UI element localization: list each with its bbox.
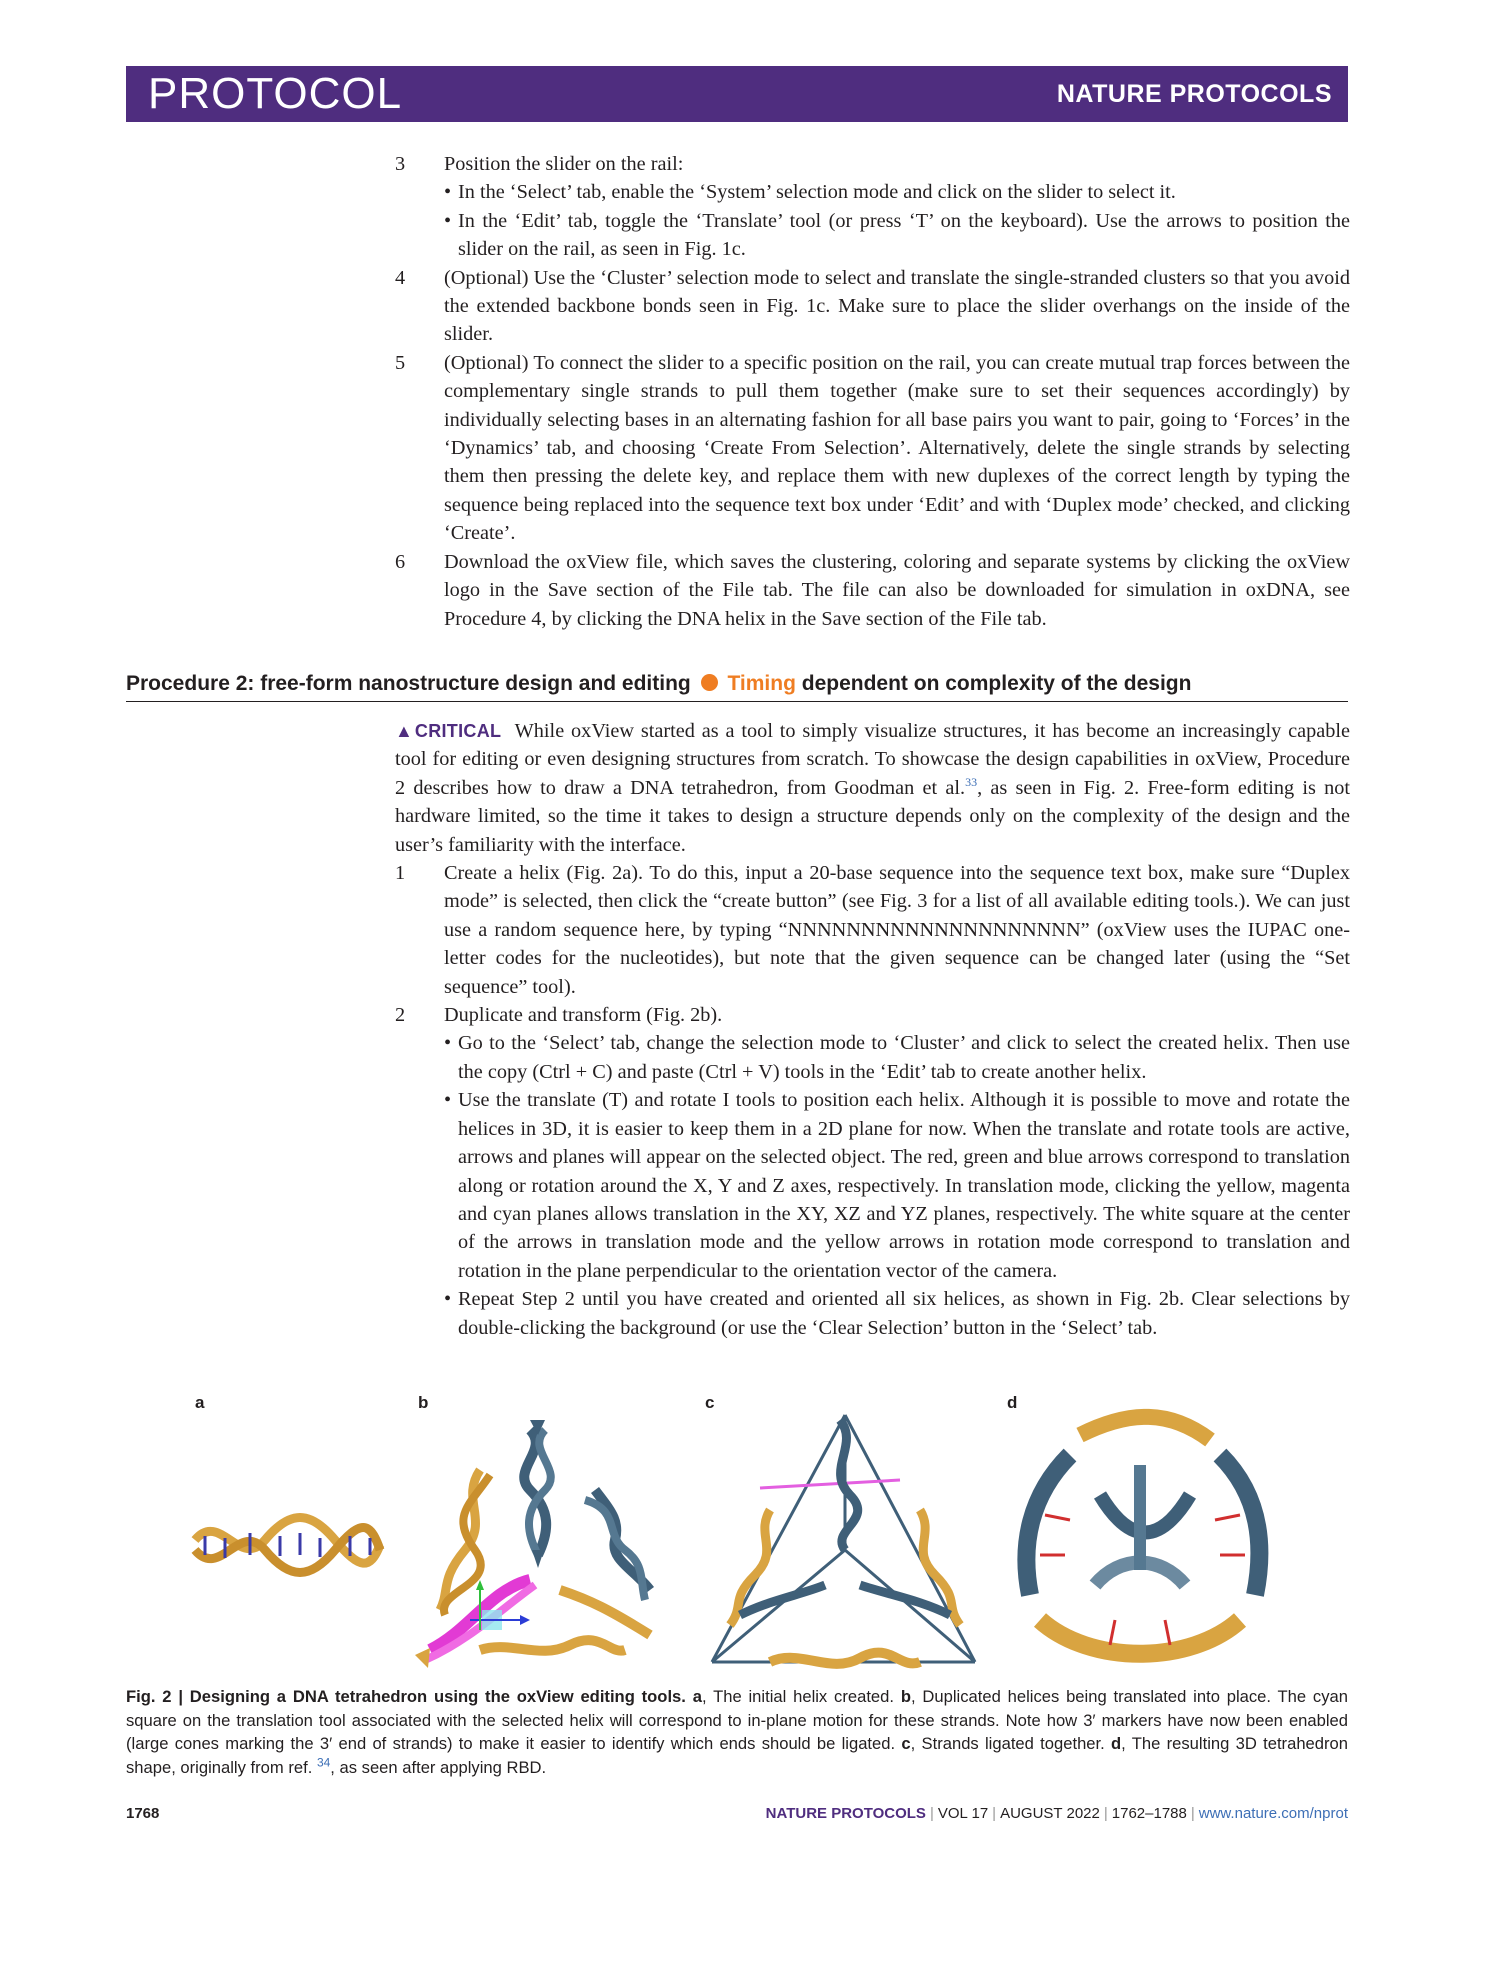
footer-url-link[interactable]: www.nature.com/nprot (1198, 1805, 1348, 1822)
footer-pages: 1762–1788 (1111, 1805, 1187, 1822)
step-5 (395, 349, 1350, 548)
step-4 (395, 264, 1350, 349)
page-footer (126, 1803, 1348, 1825)
step-text: Download the oxView file, which saves the clustering, coloring and separate systems by clicking the oxView logo in the Save section of the File tab. The file can also be downloaded for simulation in oxDNA, see Procedure 4, by clicking the DNA helix in the Save section of the File tab. (444, 550, 1350, 630)
caption-d-cont: , as seen after applying RBD. (330, 1757, 547, 1777)
step-1 (395, 859, 1350, 1001)
panel-label-c: c (705, 1393, 715, 1412)
step-2 (395, 1001, 1350, 1342)
footer-citation: NATURE PROTOCOLS | VOL 17 | AUGUST 2022 | 1762–1788 | www.nature.com/nprot (765, 1805, 1348, 1822)
reference-link[interactable]: 34 (316, 1755, 331, 1770)
bullet-item: • Use the translate (T) and rotate I tools to position each helix. Although it is possible to move and rotate the helices in 3D, it is easier to keep them in a 2D plane for now. When the translate and rotate tools are active, arrows and planes will appear on the selected object. The red, green and blue arrows correspond to translation along or rotation around the X, Y and Z axes, respectively. In translation mode, clicking the yellow, magenta and cyan planes allows translation in the XY, XZ and YZ planes, respectively. The white square at the center of the arrows in translation mode and the yellow arrows in rotation mode correspond to translation and rotation in the plane perpendicular to the orientation vector of the camera. (444, 1086, 1350, 1285)
timing-text: dependent on complexity of the design (801, 672, 1192, 695)
step-text: Create a helix (Fig. 2a). To do this, input a 20-base sequence into the sequence text box, make sure “Duplex mode” is selected, then click the “create button” (see Fig. 3 for a list of all available editing tools.). We can just use a random sequence here, by typing “NNNNNNNNNNNNNNNNNNNN” (oxView uses the IUPAC one-letter codes for the nucleotides), but note that the given sequence can be changed later (using the “Set sequence” tool). (444, 862, 1350, 998)
critical-triangle-icon: ▲ (395, 721, 415, 741)
section-label: PROTOCOL (148, 69, 403, 118)
procedure-2-heading (126, 669, 1348, 702)
caption-title: Fig. 2 | Designing a DNA tetrahedron using the oxView editing tools. (126, 1687, 686, 1706)
bullet-item: • In the ‘Edit’ tab, toggle the ‘Translate’ tool (or press ‘T’ on the keyboard). Use the arrows to position the slider on the rail, as seen in Fig. 1c. (444, 207, 1350, 264)
bullet-item: • Go to the ‘Select’ tab, change the selection mode to ‘Cluster’ and click to select the created helix. Then use the copy (Ctrl + C) and paste (Ctrl + V) tools in the ‘Edit’ tab to create another helix. (444, 1029, 1350, 1086)
caption-b: Duplicated helices being translated into place. The cyan square on the translation tool associated with the selected helix will correspond to in-plane motion for these strands. Note how 3′ markers have now been enabled (large cones marking the 3′ end of strands) to make it easier to identify which ends should be ligated. (126, 1687, 1348, 1754)
step-3 (395, 150, 1350, 264)
footer-date: AUGUST 2022 (1000, 1805, 1100, 1822)
panel-label-d: d (1007, 1393, 1018, 1412)
panel-label-a: a (195, 1393, 205, 1412)
step-text: (Optional) To connect the slider to a specific position on the rail, you can create mutual trap forces between the complementary single strands to pull them together (make sure to set their sequences accordingly) by individually selecting bases in an alternating fashion for all base pairs you want to pair, going to ‘Forces’ in the ‘Dynamics’ tab, and choosing ‘Create From Selection’. Alternatively, delete the single strands by selecting them then pressing the delete key, and replace them with new duplexes of the correct length by typing the sequence being replaced into the sequence text box under ‘Edit’ and with ‘Duplex mode’ checked, and clicking ‘Create’. (444, 351, 1350, 545)
critical-label: CRITICAL (414, 721, 502, 741)
footer-journal: NATURE PROTOCOLS (765, 1805, 926, 1822)
reference-link[interactable]: 33 (965, 775, 978, 790)
bullet-item: • In the ‘Select’ tab, enable the ‘System’ selection mode and click on the slider to select it. (444, 178, 1350, 206)
timing-label: Timing (727, 672, 796, 695)
panel-c-tetrahedron-image (700, 1400, 985, 1680)
critical-text: While oxView started as a tool to simply visualize structures, it has become an increasingly capable tool for editing or even designing structures from scratch. To showcase the design capabilities in oxView, Procedure 2 describes how to draw a DNA tetrahedron, from Goodman et al. (395, 720, 1351, 799)
page-number: 1768 (126, 1805, 160, 1822)
bullet-item: • Repeat Step 2 until you have created and oriented all six helices, as shown in Fig. 2b. Clear selections by double-clicking the background (or use the ‘Clear Selection’ button in the ‘Select’ tab. (444, 1285, 1350, 1342)
procedure-2-title: Procedure 2: free-form nanostructure design and editing (126, 672, 691, 695)
panel-b-helices-image (410, 1410, 690, 1680)
step-text: Position the slider on the rail: (444, 153, 684, 175)
step-number: 4 (395, 266, 406, 289)
step-number: 6 (395, 550, 406, 573)
journal-name: NATURE PROTOCOLS (1056, 80, 1332, 108)
step-number: 1 (395, 862, 406, 885)
timing-dot-icon (701, 674, 718, 691)
procedure-1-steps (395, 150, 1350, 633)
step-number: 3 (395, 153, 406, 175)
step-6 (395, 548, 1350, 633)
panel-d-tetrahedron-image (1000, 1405, 1280, 1680)
critical-note (395, 717, 1350, 859)
caption-c: Strands ligated together. (921, 1734, 1105, 1754)
panel-a-helix-image (190, 1500, 385, 1590)
caption-a: The initial helix created. (713, 1687, 895, 1706)
step-number: 5 (395, 351, 406, 374)
footer-volume: VOL 17 (937, 1805, 989, 1822)
panel-label-b: b (418, 1393, 429, 1412)
critical-text-cont: , as seen in Fig. 2. Free-form editing is not hardware limited, so the time it takes to design a structure depends only on the complexity of the design and the user’s familiarity with the interface. (395, 776, 1350, 856)
figure-caption: Fig. 2 | Designing a DNA tetrahedron using the oxView editing tools. a, The initial helix created. b, Duplicated helices being translated into place. The cyan square on the translation tool associated with the selected helix will correspond to in-plane motion for these strands. Note how 3′ markers have now been enabled (large cones marking the 3′ end of strands) to make it easier to identify which ends should be ligated. c, Strands ligated together. d, The resulting 3D tetrahedron shape, originally from ref. $^{34}$, as seen after applying RBD. (126, 1687, 1348, 1777)
step-number: 2 (395, 1004, 406, 1027)
procedure-2-body (395, 717, 1350, 1342)
step-text: (Optional) Use the ‘Cluster’ selection mode to select and translate the single-stranded clusters so that you avoid the extended backbone bonds seen in Fig. 1c. Make sure to place the slider overhangs on the inside of the slider. (444, 266, 1350, 346)
caption-d: The resulting 3D tetrahedron shape, originally from ref. (126, 1734, 1348, 1777)
step-text: Duplicate and transform (Fig. 2b). (444, 1004, 723, 1027)
page-header (126, 66, 1348, 122)
